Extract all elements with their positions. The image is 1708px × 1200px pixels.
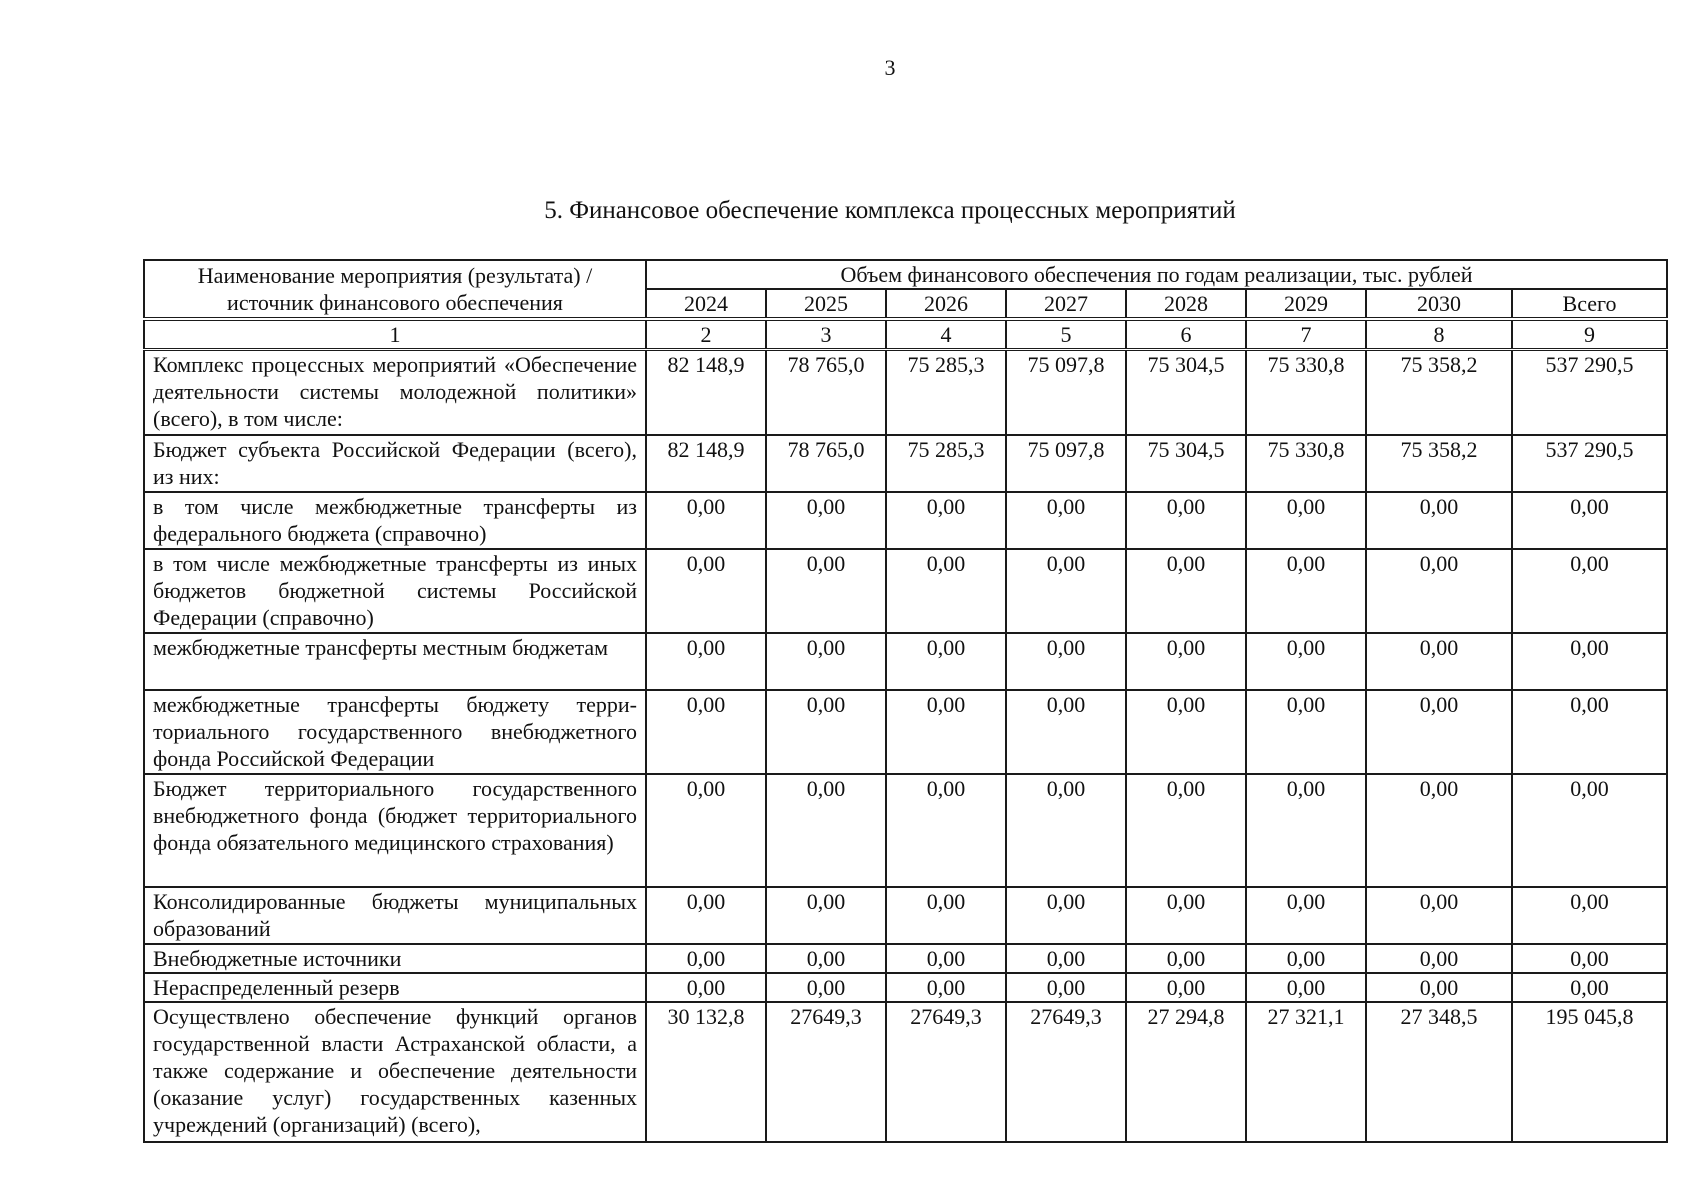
row-total: 0,00 [1512, 492, 1667, 549]
row-name: Бюджет субъекта Российской Федерации (всего), из них: [144, 435, 646, 492]
row-name: межбюджетные трансферты бюджету территориального государственного внебюджетного фонда Российской Федерации [144, 690, 646, 774]
row-value: 0,00 [766, 774, 886, 887]
page-number: 3 [884, 55, 896, 80]
row-value: 0,00 [1366, 887, 1512, 944]
header-total: Всего [1512, 289, 1667, 319]
row-value: 0,00 [1246, 633, 1366, 690]
row-value: 0,00 [1126, 549, 1246, 633]
header-year: 2026 [886, 289, 1006, 319]
column-number: 1 [144, 319, 646, 350]
row-value: 75 304,5 [1126, 350, 1246, 435]
row-value: 75 330,8 [1246, 350, 1366, 435]
row-value: 0,00 [1126, 492, 1246, 549]
row-value: 0,00 [1246, 690, 1366, 774]
row-name: Осуществлено обеспечение функций органов государственной власти Астраханской области, а также содержание и обеспечение деятельности (оказание услуг) государственных казенных учреждений (организаций) (всего), [144, 1002, 646, 1142]
table-row [144, 774, 1667, 887]
row-value: 0,00 [886, 690, 1006, 774]
column-number: 8 [1366, 319, 1512, 350]
table-row [144, 973, 1667, 1002]
row-value: 75 358,2 [1366, 435, 1512, 492]
row-value: 0,00 [1366, 973, 1512, 1002]
row-value: 0,00 [1246, 887, 1366, 944]
row-total: 195 045,8 [1512, 1002, 1667, 1142]
column-number: 4 [886, 319, 1006, 350]
row-name: Комплекс процессных мероприятий «Обеспечение деятельности системы молодежной политики» (всего), в том числе: [144, 350, 646, 435]
row-value: 78 765,0 [766, 350, 886, 435]
row-value: 78 765,0 [766, 435, 886, 492]
header-year: 2029 [1246, 289, 1366, 319]
row-value: 0,00 [646, 887, 766, 944]
row-total: 0,00 [1512, 549, 1667, 633]
row-value: 0,00 [1006, 973, 1126, 1002]
row-value: 75 358,2 [1366, 350, 1512, 435]
row-value: 0,00 [1366, 774, 1512, 887]
row-value: 0,00 [1006, 944, 1126, 973]
row-value: 27649,3 [1006, 1002, 1126, 1142]
row-total: 0,00 [1512, 887, 1667, 944]
row-value: 0,00 [766, 887, 886, 944]
financing-table [143, 259, 1668, 1143]
row-value: 0,00 [1366, 690, 1512, 774]
row-value: 0,00 [646, 774, 766, 887]
row-value: 30 132,8 [646, 1002, 766, 1142]
table-row [144, 350, 1667, 435]
row-value: 27 321,1 [1246, 1002, 1366, 1142]
row-total: 0,00 [1512, 944, 1667, 973]
table-row [144, 549, 1667, 633]
row-value: 82 148,9 [646, 435, 766, 492]
row-value: 0,00 [1246, 492, 1366, 549]
row-value: 0,00 [1246, 774, 1366, 887]
column-number: 9 [1512, 319, 1667, 350]
row-value: 0,00 [766, 690, 886, 774]
financing-table-wrapper [143, 259, 1666, 1143]
row-value: 0,00 [766, 944, 886, 973]
section-title: 5. Финансовое обеспечение комплекса процессных мероприятий [544, 197, 1236, 224]
row-total: 537 290,5 [1512, 350, 1667, 435]
column-number: 3 [766, 319, 886, 350]
row-total: 0,00 [1512, 633, 1667, 690]
row-name: Консолидированные бюджеты муниципальных образований [144, 887, 646, 944]
row-name: межбюджетные трансферты местным бюджетам [144, 633, 646, 690]
row-value: 75 285,3 [886, 435, 1006, 492]
table-row [144, 887, 1667, 944]
column-number: 2 [646, 319, 766, 350]
row-value: 0,00 [766, 973, 886, 1002]
row-value: 75 285,3 [886, 350, 1006, 435]
row-value: 0,00 [1366, 633, 1512, 690]
row-value: 0,00 [1126, 774, 1246, 887]
row-value: 0,00 [1246, 549, 1366, 633]
row-value: 27649,3 [766, 1002, 886, 1142]
row-value: 0,00 [766, 633, 886, 690]
header-group-title: Объем финансового обеспечения по годам реализации, тыс. рублей [646, 260, 1667, 289]
row-value: 0,00 [766, 492, 886, 549]
row-name: Бюджет территориального государственного внебюджетного фонда (бюджет территориального фонда обязательного медицинского страхования) [144, 774, 646, 887]
column-number: 6 [1126, 319, 1246, 350]
row-value: 0,00 [646, 492, 766, 549]
row-value: 0,00 [1366, 492, 1512, 549]
row-total: 0,00 [1512, 774, 1667, 887]
row-name: Внебюджетные источники [144, 944, 646, 973]
row-value: 0,00 [646, 633, 766, 690]
row-value: 0,00 [1006, 492, 1126, 549]
row-value: 27 348,5 [1366, 1002, 1512, 1142]
row-value: 0,00 [1006, 887, 1126, 944]
row-value: 0,00 [1366, 549, 1512, 633]
header-year: 2030 [1366, 289, 1512, 319]
row-value: 0,00 [886, 887, 1006, 944]
row-name: в том числе межбюджетные трансферты из иных бюджетов бюджетной системы Российской Федерации (справочно) [144, 549, 646, 633]
row-name: Нераспределенный резерв [144, 973, 646, 1002]
row-value: 0,00 [1006, 549, 1126, 633]
table-row [144, 492, 1667, 549]
row-value: 75 330,8 [1246, 435, 1366, 492]
row-value: 0,00 [646, 690, 766, 774]
row-value: 82 148,9 [646, 350, 766, 435]
column-number-row [144, 319, 1667, 350]
row-value: 0,00 [1246, 973, 1366, 1002]
row-name: в том числе межбюджетные трансферты из федерального бюджета (справочно) [144, 492, 646, 549]
row-value: 0,00 [1006, 690, 1126, 774]
row-value: 0,00 [886, 774, 1006, 887]
header-name-column: Наименование мероприятия (результата) / источник финансового обеспечения [144, 260, 646, 319]
row-value: 0,00 [1006, 633, 1126, 690]
row-value: 0,00 [886, 633, 1006, 690]
row-value: 0,00 [1126, 944, 1246, 973]
header-year: 2028 [1126, 289, 1246, 319]
row-value: 0,00 [1126, 887, 1246, 944]
row-value: 0,00 [1126, 973, 1246, 1002]
row-value: 27 294,8 [1126, 1002, 1246, 1142]
table-row [144, 944, 1667, 973]
row-value: 0,00 [646, 944, 766, 973]
table-row [144, 1002, 1667, 1142]
header-year: 2025 [766, 289, 886, 319]
row-value: 75 304,5 [1126, 435, 1246, 492]
row-value: 0,00 [886, 549, 1006, 633]
table-row [144, 690, 1667, 774]
row-total: 0,00 [1512, 690, 1667, 774]
row-value: 0,00 [1246, 944, 1366, 973]
row-value: 75 097,8 [1006, 435, 1126, 492]
row-value: 0,00 [1366, 944, 1512, 973]
row-value: 0,00 [646, 549, 766, 633]
header-year: 2027 [1006, 289, 1126, 319]
row-value: 75 097,8 [1006, 350, 1126, 435]
row-value: 0,00 [886, 973, 1006, 1002]
row-value: 0,00 [1006, 774, 1126, 887]
row-value: 0,00 [886, 944, 1006, 973]
row-total: 0,00 [1512, 973, 1667, 1002]
row-value: 0,00 [886, 492, 1006, 549]
header-year: 2024 [646, 289, 766, 319]
row-value: 0,00 [1126, 633, 1246, 690]
row-value: 27649,3 [886, 1002, 1006, 1142]
row-value: 0,00 [766, 549, 886, 633]
table-row [144, 633, 1667, 690]
table-row [144, 435, 1667, 492]
column-number: 5 [1006, 319, 1126, 350]
row-value: 0,00 [646, 973, 766, 1002]
row-total: 537 290,5 [1512, 435, 1667, 492]
column-number: 7 [1246, 319, 1366, 350]
row-value: 0,00 [1126, 690, 1246, 774]
